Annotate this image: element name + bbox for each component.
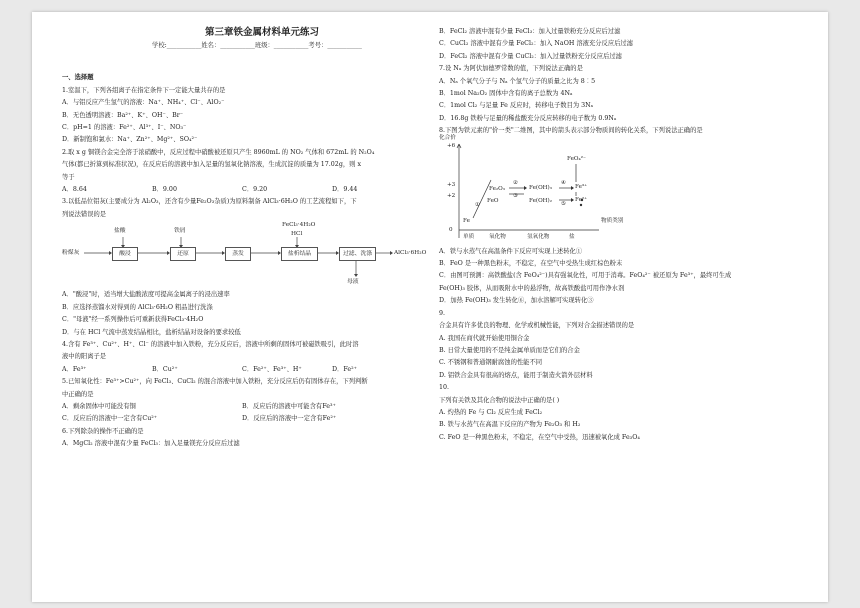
- y-tick-0: 0: [449, 226, 453, 233]
- y-tick-3: +3: [447, 181, 456, 188]
- question-stem: 6.下列除杂的操作不正确的是: [62, 427, 144, 435]
- option-a: A. 灼热的 Fe 与 Cl₂ 反应生成 FeCl₂: [439, 408, 543, 416]
- section-heading: 一、选择题: [62, 74, 94, 82]
- species-fe2o3: Fe₂O₃: [489, 185, 505, 192]
- option-a: A．Fe³⁺: [62, 365, 87, 373]
- question-stem: 8.下图为铁元素的"价一类"二维图，其中的箭头表示部分物质间的转化关系，下列说法正确的是: [439, 127, 703, 135]
- option-d: D．加热 Fe(OH)₃ 发生转化⑥，加水溶解可实现转化③: [439, 297, 594, 305]
- option-a: A．MgCl₂ 溶液中混有少量 FeCl₃：加入足量镁充分反应后过滤: [62, 440, 240, 448]
- species-fe2: Fe²⁺: [575, 196, 588, 203]
- question-5: [62, 376, 422, 426]
- option-b: B．FeCl₂ 溶液中混有少量 FeCl₃：加入过量铁粉充分反应后过滤: [439, 28, 621, 35]
- question-stem: 5.已知氧化性：Fe³⁺>Cu²⁺，向 FeCl₃、CuCl₂ 的混合溶液中加入铁粉，充分反应后仍有固体存在，下列判断: [62, 378, 368, 386]
- question-stem-cont: 气体(都已折算到标准状况)，在反应后的溶液中加入足量的氢氧化钠溶液，生成沉淀的质量为 17.02g，则 x: [62, 161, 361, 169]
- question-stem: 2.取 x g 铜镁合金完全溶于浓硝酸中，反应过程中硝酸被还原只产生 8960mL 的 NO₂ 气体和 672mL 的 N₂O₄: [62, 148, 375, 156]
- species-fe3: Fe³⁺: [575, 183, 588, 190]
- question-4: [62, 339, 422, 376]
- step-1-label: ①: [475, 201, 481, 208]
- step-3-label: ③: [513, 192, 519, 199]
- option-d: D．与在 HCl 气流中蒸发结晶相比，盐析结晶对设备的要求较低: [62, 328, 241, 336]
- option-c: C．1mol Cl₂ 与足量 Fe 反应时，转移电子数目为 3Nₐ: [439, 102, 594, 110]
- x-tick-salt: 盐: [569, 233, 575, 240]
- question-9: [439, 308, 811, 382]
- process-flow-diagram: [62, 221, 427, 289]
- x-tick-hydroxide: 氢氧化物: [527, 233, 550, 240]
- option-c-cont: Fe(OH)₃ 胶体，从而吸附水中的悬浮物，故高铁酸盐可用作净水剂: [439, 284, 625, 292]
- step-4-label: ④: [561, 179, 567, 186]
- question-3: [62, 196, 427, 338]
- question-stem-cont: 中正确的是: [62, 390, 94, 398]
- option-d: D. 铝铁合金具有很高的熔点，能用于制造火箭外层材料: [439, 371, 593, 379]
- option-d: D．16.8g 铁粉与足量的稀盐酸充分反应转移的电子数为 0.9Nₐ: [439, 114, 617, 122]
- x-tick-oxide: 氧化物: [489, 233, 506, 240]
- question-7: [439, 63, 811, 125]
- flow-input-hcl: 盐酸: [114, 228, 126, 235]
- option-b: B. 日常大量使用的不是纯金属单质而是它们的合金: [439, 346, 580, 354]
- question-stem: 4.含有 Fe³⁺、Cu²⁺、H⁺、Cl⁻ 的溶液中加入铁粉，充分反应后，溶液中所剩的固体可被磁铁吸引，此时溶: [62, 340, 359, 348]
- option-c: C．Fe²⁺、Fe³⁺、H⁺: [242, 365, 302, 373]
- option-a: A．剩余固体中可能没有铜: [62, 402, 136, 410]
- option-c: C．CuCl₂ 溶液中混有少量 FeCl₂：加入 NaOH 溶液充分反应后过滤: [439, 40, 634, 48]
- flow-step-acid-leach: 酸浸: [112, 247, 138, 261]
- option-a: A．铁与水蒸气在高温条件下反应可实现上述转化①: [439, 247, 583, 255]
- option-b: B. 铁与水蒸气在高温下反应的产物为 Fe₂O₃ 和 H₂: [439, 421, 581, 429]
- option-d: D．9.44: [332, 186, 358, 194]
- flow-output-mother: 母液: [347, 279, 359, 286]
- option-b: B．无色透明溶液：Ba²⁺、K⁺、OH⁻、Br⁻: [62, 111, 184, 119]
- options-row: [62, 184, 422, 196]
- question-stem-cont: 液中的阳离子是: [62, 353, 107, 361]
- option-d: D．新制饱和氯水：Na⁺、Zn²⁺、Mg²⁺、SO₄²⁻: [62, 136, 198, 144]
- question-10: [439, 382, 811, 444]
- option-a: A. 我国在商代就开始使用铜合金: [439, 334, 530, 342]
- option-a: A．"酸浸"时，适当增大盐酸浓度可提高金属离子的浸出速率: [62, 291, 230, 299]
- step-2-label: ②: [513, 179, 519, 186]
- question-stem: 7.设 Nₐ 为阿伏加德罗常数的值，下列说法正确的是: [439, 65, 583, 73]
- question-stem-cont: 列说法错误的是: [62, 210, 107, 218]
- option-b: B．Cu²⁺: [152, 365, 178, 373]
- species-fe: Fe: [463, 217, 470, 224]
- flow-input-fecl: FeCl₃·4H₂O: [282, 222, 316, 229]
- y-tick-2: +2: [447, 192, 456, 199]
- diagram-lines: [449, 138, 649, 246]
- option-a: A．与铝反应产生氢气的溶液：Na⁺、NH₄⁺、Cl⁻、AlO₂⁻: [62, 99, 225, 107]
- question-stem: 合金具有许多优良的物理、化学或机械性能，下列对合金描述错误的是: [439, 322, 635, 330]
- option-c: C．由图可预测：高铁酸盐(含 FeO₄²⁻)具有强氧化性，可用于消毒。FeO₄²⁻ 被还原为 Fe³⁺，最终可生成: [439, 272, 732, 280]
- option-a: A．8.64: [62, 186, 87, 194]
- document-page: [32, 12, 828, 602]
- flow-step-evaporate: 蒸发: [225, 247, 251, 261]
- option-c: C．9.20: [242, 186, 268, 194]
- step-5-label: ⑤: [561, 200, 567, 207]
- option-c: C. FeO 是一种黑色粉末，不稳定，在空气中受热，迅速被氧化成 Fe₃O₄: [439, 433, 640, 441]
- flow-step-salting-out: 盐析结晶: [281, 247, 318, 261]
- question-stem: 3.以低品位铝灰(主要成分为 Al₂O₃，还含有少量Fe₂O₃杂质)为原料制备 AlCl₃·6H₂O 的工艺流程如下，下: [62, 198, 357, 206]
- flow-end-label: AlCl₃·6H₂O: [394, 250, 427, 257]
- option-a: A．Nₐ 个氧气分子与 Nₐ 个氢气分子的质量之比为 8︰5: [439, 77, 596, 85]
- left-column: [62, 26, 427, 451]
- options-row: [62, 364, 422, 376]
- flow-step-filter-wash: 过滤、洗涤: [339, 247, 376, 261]
- question-8: [439, 125, 811, 307]
- question-stem-cont: 等于: [62, 173, 75, 181]
- y-axis-label: 化合价: [439, 134, 456, 141]
- right-column: [439, 26, 811, 444]
- option-c: C．"母液"经一系列操作后可重新获得FeCl₃·4H₂O: [62, 316, 204, 324]
- valence-class-diagram: [439, 134, 811, 246]
- flow-input-hcl-gas: HCl: [291, 231, 303, 238]
- option-d: D．反应后的溶液中一定含有Fe²⁺: [242, 415, 337, 423]
- question-number: 9.: [439, 309, 446, 317]
- option-b: B．反应后的溶液中可能含有Fe³⁺: [242, 402, 336, 410]
- flow-input-iron: 铁屑: [174, 228, 186, 235]
- option-b: B．应选择蒸馏水对得到的 AlCl₃·6H₂O 粗品进行洗涤: [62, 303, 213, 311]
- species-feo: FeO: [487, 197, 499, 204]
- option-b: B．FeO 是一种黑色粉末，不稳定，在空气中受热生成红棕色粉末: [439, 260, 623, 268]
- x-tick-element: 单质: [463, 233, 475, 240]
- page-title: 第三章铁金属材料单元练习: [204, 27, 319, 38]
- flow-step-reduce: 还原: [170, 247, 196, 261]
- x-axis-label: 物质类别: [601, 217, 624, 224]
- species-feoh2: Fe(OH)₂: [529, 197, 552, 204]
- option-b: B．1mol Na₂O₂ 固体中含有的离子总数为 4Nₐ: [439, 90, 573, 98]
- species-feo4: FeO₄²⁻: [567, 155, 586, 162]
- question-1: [62, 85, 422, 147]
- option-d: D．Fe²⁺: [332, 365, 357, 373]
- question-2: [62, 147, 422, 197]
- question-stem: 下列有关铁及其化合物的说法中正确的是( ): [439, 396, 560, 404]
- option-c: C. 不锈钢和普通钢耐腐蚀的性能不同: [439, 359, 543, 367]
- flow-start-label: 粉煤灰: [62, 250, 80, 257]
- student-info-line: 学校:___________姓名：___________班级：___________考号：___________: [152, 42, 362, 49]
- options-row: [62, 401, 422, 413]
- option-d: D．FeCl₂ 溶液中混有少量 CuCl₂：加入过量铁粉充分反应后过滤: [439, 52, 622, 60]
- question-number: 10.: [439, 384, 450, 392]
- option-c: C．反应后的溶液中一定含有Cu²⁺: [62, 415, 158, 423]
- question-stem: 1.室温下，下列各组离子在指定条件下一定能大量共存的是: [62, 86, 226, 94]
- options-row: [62, 413, 422, 425]
- question-6: [62, 426, 422, 451]
- y-tick-6: +6: [447, 142, 456, 149]
- option-b: B．9.00: [152, 186, 177, 194]
- option-c: C．pH=1 的溶液：Fe²⁺、Al³⁺、I⁻、NO₃⁻: [62, 124, 187, 132]
- species-feoh3: Fe(OH)₃: [529, 184, 552, 191]
